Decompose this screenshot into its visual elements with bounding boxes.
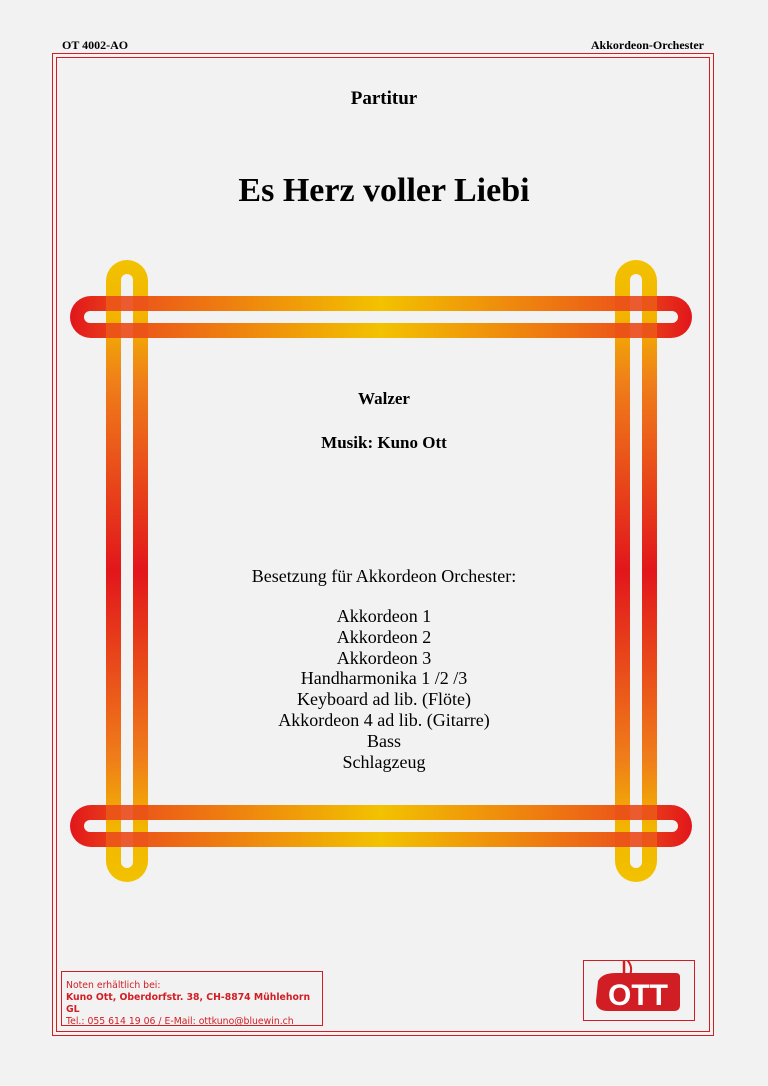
catalog-number: OT 4002-AO [62, 38, 129, 52]
instrument-list [0, 606, 768, 772]
instrument-item: Akkordeon 4 ad lib. (Gitarre) [278, 709, 490, 730]
piece-title: Es Herz voller Liebi [238, 172, 530, 209]
instrument-item: Akkordeon 2 [336, 626, 432, 647]
instrument-item: Akkordeon 1 [336, 606, 432, 626]
instrument-item: Akkordeon 3 [336, 647, 432, 668]
instrumentation-heading: Besetzung für Akkordeon Orchester: [251, 566, 517, 586]
publisher-logo [583, 960, 695, 1021]
contact-phone-email: Tel.: 055 614 19 06 / E-Mail: ottkuno@bluewin.ch [66, 1016, 294, 1027]
instrument-item: Bass [366, 730, 401, 751]
composer-credit: Musik: Kuno Ott [321, 433, 447, 452]
instrument-item: Keyboard ad lib. (Flöte) [297, 689, 471, 710]
category-label: Akkordeon-Orchester [590, 38, 704, 52]
genre-label: Walzer [358, 389, 410, 408]
ott-logo-icon [584, 961, 694, 1020]
svg-text:OTT: OTT [608, 979, 668, 1012]
contact-heading: Noten erhältlich bei: [66, 980, 161, 991]
instrument-item: Handharmonika 1 /2 /3 [300, 668, 468, 689]
contact-box [61, 971, 323, 1026]
score-type: Partitur [350, 88, 418, 109]
instrument-item: Schlagzeug [342, 751, 426, 772]
contact-address: Kuno Ott, Oberdorfstr. 38, CH-8874 Mühlehorn GL [66, 992, 311, 1015]
